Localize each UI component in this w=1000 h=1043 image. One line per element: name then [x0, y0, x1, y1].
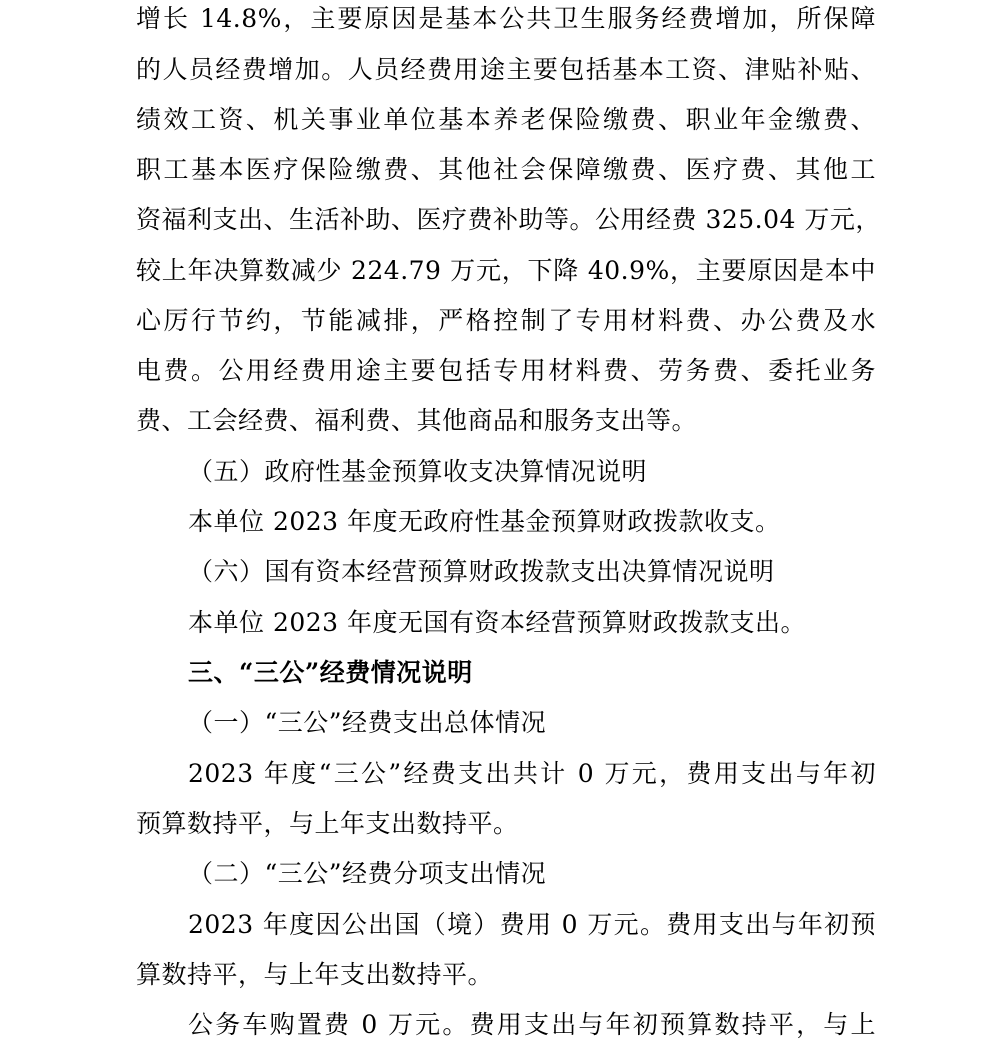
body-line-6: 较上年决算数减少 224.79 万元，下降 40.9%，主要原因是本中	[136, 256, 876, 285]
body-line-12: 2023 年度“三公”经费支出共计 0 万元，费用支出与年初	[188, 759, 876, 788]
section-heading-5: （五）政府性基金预算收支决算情况说明	[188, 457, 648, 486]
body-line-13: 预算数持平，与上年支出数持平。	[136, 809, 519, 838]
body-line-11: 本单位 2023 年度无国有资本经营预算财政拨款支出。	[188, 608, 807, 637]
body-line-4: 职工基本医疗保险缴费、其他社会保障缴费、医疗费、其他工	[136, 155, 876, 184]
body-line-14: 2023 年度因公出国（境）费用 0 万元。费用支出与年初预	[188, 910, 876, 939]
body-line-7: 心厉行节约，节能减排，严格控制了专用材料费、办公费及水	[136, 306, 876, 335]
body-line-2: 的人员经费增加。人员经费用途主要包括基本工资、津贴补贴、	[136, 55, 876, 84]
chapter-heading-3: 三、“三公”经费情况说明	[188, 658, 473, 687]
body-line-10: 本单位 2023 年度无政府性基金预算财政拨款收支。	[188, 507, 781, 536]
sub-heading-1: （一）“三公”经费支出总体情况	[188, 708, 547, 737]
section-heading-6: （六）国有资本经营预算财政拨款支出决算情况说明	[188, 557, 775, 586]
body-line-9: 费、工会经费、福利费、其他商品和服务支出等。	[136, 406, 698, 435]
body-line-8: 电费。公用经费用途主要包括专用材料费、劳务费、委托业务	[136, 356, 876, 385]
body-line-1: 增长 14.8%，主要原因是基本公共卫生服务经费增加，所保障	[136, 4, 876, 33]
body-line-16: 公务车购置费 0 万元。费用支出与年初预算数持平，与上	[188, 1010, 876, 1039]
sub-heading-2: （二）“三公”经费分项支出情况	[188, 859, 547, 888]
body-line-3: 绩效工资、机关事业单位基本养老保险缴费、职业年金缴费、	[136, 105, 876, 134]
body-line-5: 资福利支出、生活补助、医疗费补助等。公用经费 325.04 万元，	[136, 205, 881, 234]
body-line-15: 算数持平，与上年支出数持平。	[136, 960, 494, 989]
